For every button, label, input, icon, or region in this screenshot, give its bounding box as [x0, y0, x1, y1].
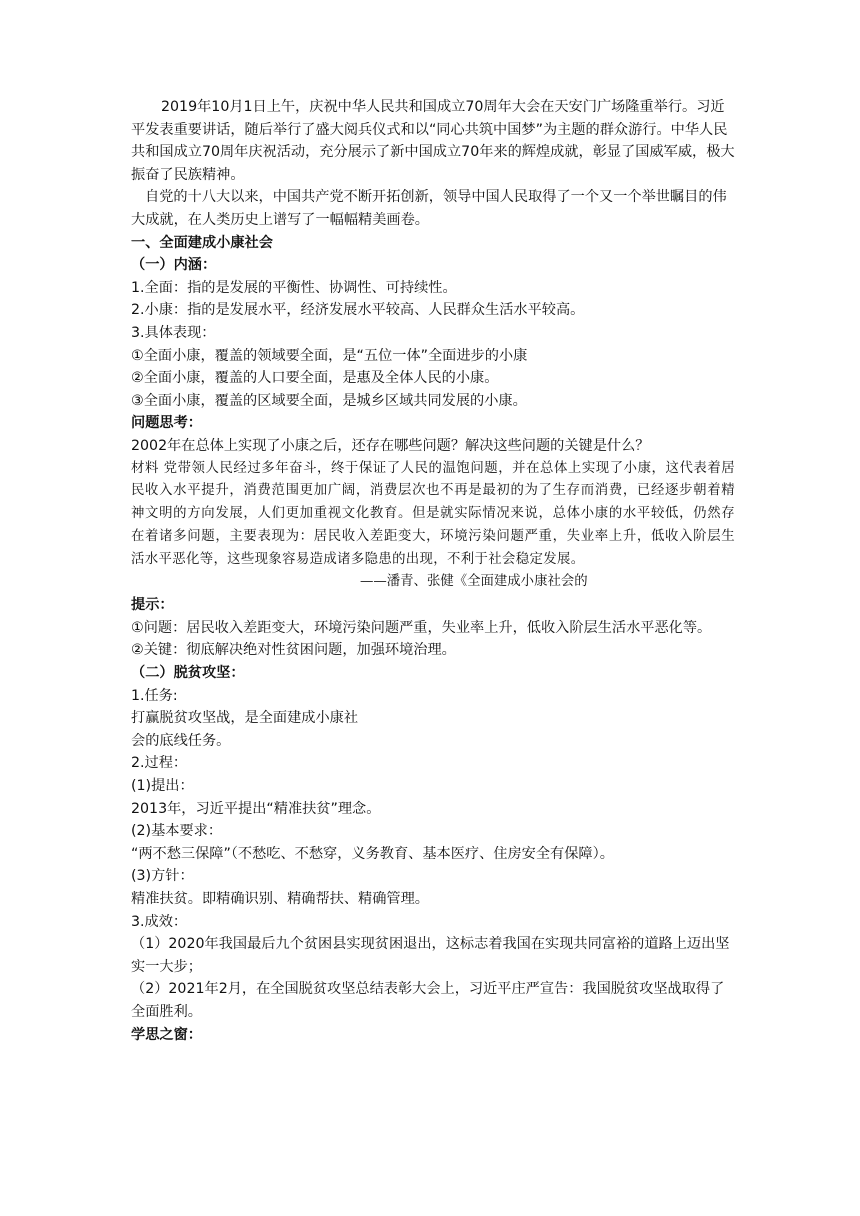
proposal-label: (1)提出： [131, 778, 194, 795]
window-heading: 学思之窗： [131, 1026, 202, 1043]
task-label: 1.任务: [131, 687, 178, 704]
material-quote: 材料 党带领人民经过多年奋斗，终于保证了人民的温饱问题，并在总体上实现了小康，这代表着居民收入水平提升，消费范围更加广阔，消费层次也不再是最初的为了生存而消费，已经逐步朝着精神文明的方向发展，人们更加重视文化教育。但是就实际情况来说，总体小康的水平较低，仍然存在着诸多问题，主要表现为：居民收入差距变大，环境污染问题严重，失业率上升，低收入阶层生活水平恶化等，这些现象容易造成诸多隐患的出现，不利于社会稳定发展。 [131, 460, 735, 567]
section-heading: 一、全面建成小康社会 [131, 234, 273, 251]
list-item: 2.小康：指的是发展水平，经济发展水平较高、人民群众生活水平较高。 [131, 302, 585, 319]
intro-paragraph-2: 自党的十八大以来，中国共产党不断开拓创新，领导中国人民取得了一个又一个举世瞩目的伟大成就，在人类历史上谱写了一幅幅精美画卷。 [131, 189, 727, 228]
question-heading: 问题思考： [131, 415, 202, 432]
list-item: ③全面小康，覆盖的区域要全面，是城乡区域共同发展的小康。 [131, 392, 527, 409]
proposal-text: 2013年，习近平提出“精准扶贫”理念。 [131, 800, 381, 817]
policy-label: (3)方针： [131, 868, 194, 885]
result-item: （2）2021年2月，在全国脱贫攻坚总结表彰大会上，习近平庄严宣告：我国脱贫攻坚战取得了全面胜利。 [131, 981, 725, 1020]
list-item: 1.全面：指的是发展的平衡性、协调性、可持续性。 [131, 279, 457, 296]
document-page [131, 96, 735, 1046]
requirements-text: “两不愁三保障”（不愁吃、不愁穿，义务教育、基本医疗、住房安全有保障）。 [131, 845, 614, 862]
policy-text: 精准扶贫。即精确识别、精确帮扶、精确管理。 [131, 891, 429, 907]
hint-item: ①问题：居民收入差距变大，环境污染问题严重，失业率上升，低收入阶层生活水平恶化等。 [131, 619, 712, 636]
requirements-label: (2)基本要求： [131, 823, 223, 840]
list-item: ②全面小康，覆盖的人口要全面，是惠及全体人民的小康。 [131, 370, 499, 387]
results-label: 3.成效： [131, 913, 188, 930]
hint-item: ②关键：彻底解决绝对性贫困问题，加强环境治理。 [131, 642, 456, 659]
intro-paragraph-1: 2019年10月1日上午，庆祝中华人民共和国成立70周年大会在天安门广场隆重举行。习近平发表重要讲话，随后举行了盛大阅兵仪式和以“同心共筑中国梦”为主题的群众游行。中华人民共和国成立70周年庆祝活动，充分展示了新中国成立70年来的辉煌成就，彰显了国威军威，极大振奋了民族精神。 [131, 99, 735, 183]
question-text: 2002年在总体上实现了小康之后，还存在哪些问题？解决这些问题的关键是什么？ [131, 437, 650, 454]
quote-source: ——潘青、张健《全面建成小康社会的 [360, 574, 588, 590]
subsection-heading-connotation: （一）内涵： [131, 257, 217, 274]
hint-heading: 提示： [131, 597, 174, 614]
list-item: 3.具体表现： [131, 324, 216, 341]
list-item: ①全面小康，覆盖的领域要全面，是“五位一体”全面进步的小康 [131, 347, 528, 364]
subsection-heading-poverty: （二）脱贫攻坚： [131, 665, 245, 682]
result-item: （1）2020年我国最后九个贫困县实现贫困退出，这标志着我国在实现共同富裕的道路上迈出坚实一大步； [131, 936, 730, 975]
process-label: 2.过程： [131, 755, 188, 772]
task-text: 打赢脱贫攻坚战，是全面建成小康社会的底线任务。 [131, 710, 359, 749]
